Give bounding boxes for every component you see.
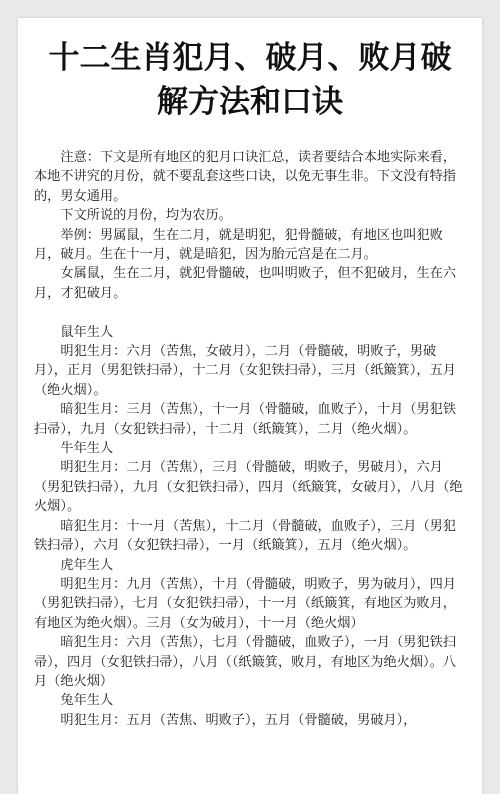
article-title xyxy=(26,36,474,124)
intro-paragraph: 下文所说的月份，均为农历。 xyxy=(60,208,232,224)
title-line-1: 十二生肖犯月、破月、败月破 xyxy=(48,40,452,76)
section-heading-tiger: 虎年生人 xyxy=(60,557,114,573)
body-paragraph: 暗犯生月：三月（苦焦），十一月（骨髓破，血败子），十月（男犯铁扫帚），九月（女犯铁扫帚），十二月（纸簸箕），二月（绝火烟）。 xyxy=(34,402,457,437)
body-paragraph: 暗犯生月：六月（苦焦），七月（骨髓破，血败子），一月（男犯铁扫帚），四月（女犯铁扫帚），八月（（纸簸箕，败月，有地区为绝火烟）。八月（绝火烟） xyxy=(34,635,457,689)
article-body xyxy=(34,148,464,730)
section-heading-rabbit: 兔年生人 xyxy=(60,693,114,709)
section-heading-ox: 牛年生人 xyxy=(60,441,114,457)
body-paragraph: 明犯生月：二月（苦焦），三月（骨髓破，明败子，男破月），六月（男犯铁扫帚），九月（女犯铁扫帚），四月（纸簸箕，女破月），八月（绝火烟）。 xyxy=(34,460,463,515)
intro-paragraph: 举例：男属鼠，生在二月，就是明犯，犯骨髓破，有地区也叫犯败月，破月。生在十一月，就是暗犯，因为胎元宫是在二月。 xyxy=(34,227,443,263)
body-paragraph: 明犯生月：五月（苦焦、明败子），五月（骨髓破，男破月）， xyxy=(60,712,417,728)
body-paragraph: 明犯生月：六月（苦焦，女破月），二月（骨髓破，明败子，男破月），正月（男犯铁扫帚），十二月（女犯铁扫帚），三月（纸簸箕），五月（绝火烟）。 xyxy=(34,344,456,398)
title-line-2: 解方法和口诀 xyxy=(157,84,343,120)
article-page xyxy=(18,18,482,794)
body-paragraph: 明犯生月：九月（苦焦），十月（骨髓破，明败子，男为破月），四月（男犯铁扫帚），七月（女犯铁扫帚），十一月（纸簸箕，有地区为败月，有地区为绝火烟）。三月（女为破月），十一月（绝火烟） xyxy=(34,576,457,631)
paragraph-spacer xyxy=(34,303,464,322)
intro-paragraph: 女属鼠，生在二月，就犯骨髓破，也叫明败子，但不犯破月，生在六月，才犯破月。 xyxy=(34,266,457,301)
section-heading-rat: 鼠年生人 xyxy=(60,324,114,340)
body-paragraph: 暗犯生月：十一月（苦焦），十二月（骨髓破，血败子），三月（男犯铁扫帚），六月（女犯铁扫帚），一月（纸簸箕），五月（绝火烟）。 xyxy=(34,518,457,554)
intro-paragraph: 注意：下文是所有地区的犯月口诀汇总，读者要结合本地实际来看，本地不讲究的月份，就不要乱套这些口诀，以免无事生非。下文没有特指的，男女通用。 xyxy=(34,150,457,204)
